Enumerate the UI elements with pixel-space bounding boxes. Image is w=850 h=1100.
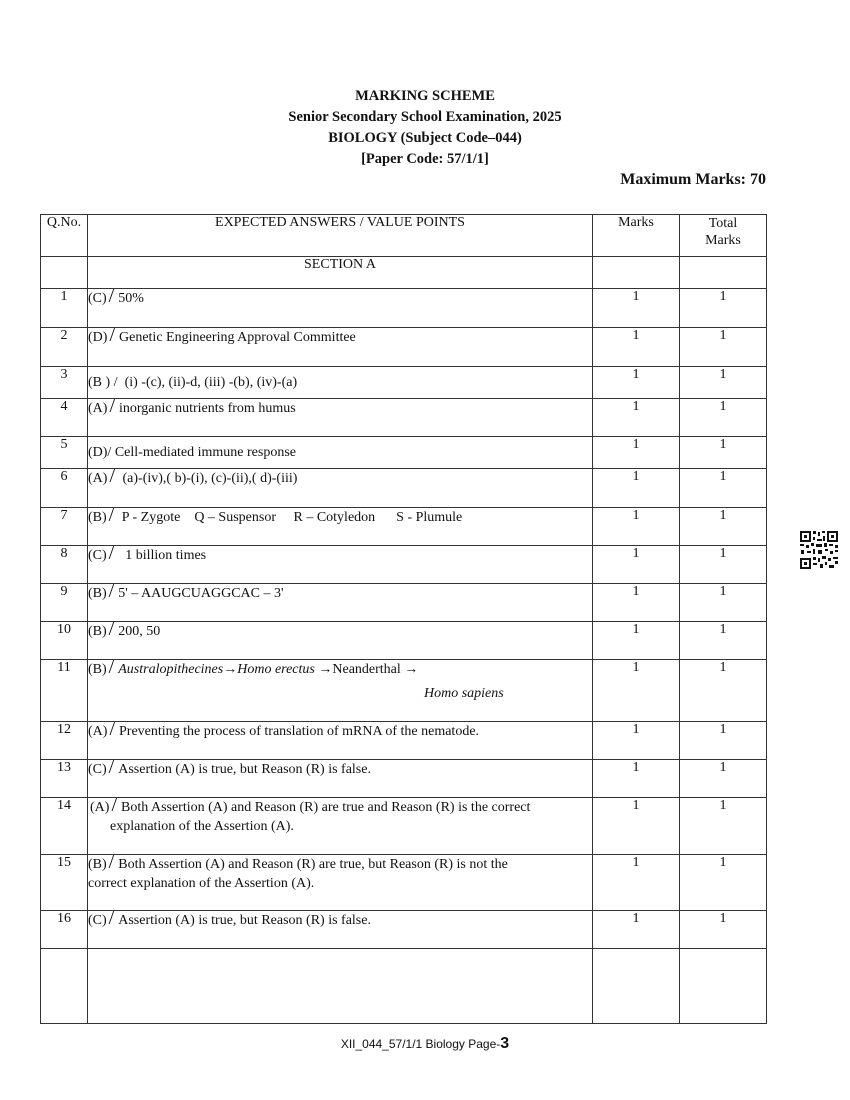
- answer-text: Assertion (A) is true, but Reason (R) is false.: [118, 913, 371, 928]
- answer-text: 1 billion times: [125, 548, 207, 563]
- answer-line: [88, 851, 592, 874]
- question-number: 6: [41, 469, 88, 508]
- question-number: 1: [41, 289, 88, 328]
- table-row: [41, 798, 767, 855]
- subject-name: BIOLOGY (Subject Code–044): [328, 130, 522, 146]
- answer-text-continued: correct explanation of the Assertion (A).: [88, 876, 315, 891]
- empty-cell: [88, 949, 593, 1024]
- total-marks-cell: 1: [680, 660, 767, 722]
- answer-cell: [88, 794, 593, 855]
- slash-separator: /: [108, 907, 115, 929]
- species-name: Homo sapiens: [424, 686, 504, 701]
- table-row: [41, 546, 767, 584]
- slash-separator: /: [109, 718, 115, 740]
- section-title: SECTION A: [88, 257, 593, 289]
- total-marks-cell: 1: [680, 760, 767, 798]
- answer-cell: [88, 718, 593, 760]
- maximum-marks: Maximum Marks: 70: [620, 171, 766, 188]
- answer-cell: [88, 324, 593, 367]
- col-answers-header: EXPECTED ANSWERS / VALUE POINTS: [88, 215, 593, 257]
- answer-cell: [88, 437, 593, 469]
- empty-cell: [41, 949, 88, 1024]
- marks-cell: 1: [593, 328, 680, 367]
- table-row: [41, 399, 767, 437]
- total-marks-cell: 1: [680, 399, 767, 437]
- total-marks-cell: 1: [680, 289, 767, 328]
- table-row: [41, 469, 767, 508]
- page-number: 3: [500, 1035, 510, 1052]
- answer-text: (a)-(iv),( b)-(i), (c)-(ii),( d)-(iii): [122, 471, 298, 486]
- table-row: [41, 289, 767, 328]
- answer-cell: [88, 367, 593, 399]
- answer-option: (A): [88, 471, 108, 486]
- answer-text: Both Assertion (A) and Reason (R) are true, but Reason (R) is not the: [118, 857, 508, 872]
- species-name: Homo erectus: [237, 662, 315, 677]
- question-number: 7: [41, 508, 88, 546]
- answer-cell: [88, 851, 593, 911]
- slash-separator: /: [108, 542, 115, 564]
- answer-option: (C): [88, 291, 107, 306]
- marks-cell: 1: [593, 437, 680, 469]
- answer-option: (A): [90, 800, 110, 815]
- answer-option: (C): [88, 913, 107, 928]
- slash-separator: /: [113, 375, 118, 390]
- marks-cell: 1: [593, 508, 680, 546]
- arrow-icon: →: [404, 662, 419, 677]
- answer-cell: [88, 656, 593, 722]
- section-empty-cell: [680, 257, 767, 289]
- empty-cell: [593, 949, 680, 1024]
- exam-name: Senior Secondary School Examination, 2025: [288, 109, 562, 125]
- question-number: 8: [41, 546, 88, 584]
- question-number: 11: [41, 660, 88, 722]
- marks-cell: 1: [593, 469, 680, 508]
- total-marks-cell: 1: [680, 469, 767, 508]
- total-marks-cell: 1: [680, 367, 767, 399]
- question-number: 12: [41, 722, 88, 760]
- answer-text: 200, 50: [118, 624, 161, 639]
- table-row: [41, 367, 767, 399]
- species-name: Neanderthal: [332, 662, 401, 677]
- answer-text: 5' – AAUGCUAGGCAC – 3': [118, 586, 284, 601]
- answer-option: (B): [88, 510, 107, 525]
- col-total-header: [680, 215, 767, 257]
- answer-text-continued: explanation of the Assertion (A).: [110, 819, 294, 834]
- answer-option: (D)/: [88, 445, 112, 460]
- slash-separator: /: [109, 395, 115, 417]
- marks-cell: 1: [593, 622, 680, 660]
- table-row: [41, 660, 767, 722]
- answer-option: (C): [88, 548, 107, 563]
- question-number: 9: [41, 584, 88, 622]
- answer-text: P - Zygote Q – Suspensor R – Cotyledon S - Plumule: [121, 510, 463, 525]
- slash-separator: /: [111, 794, 117, 816]
- question-number: 16: [41, 911, 88, 949]
- table-row: [41, 911, 767, 949]
- arrow-icon: →: [318, 662, 333, 677]
- answer-text: 50%: [118, 291, 144, 306]
- answer-option: (D): [88, 330, 108, 345]
- answer-cell: [88, 504, 593, 546]
- footer-label: XII_044_57/1/1 Biology Page-: [340, 1037, 501, 1051]
- slash-separator: /: [108, 580, 115, 602]
- total-marks-cell: 1: [680, 546, 767, 584]
- total-marks-cell: 1: [680, 798, 767, 855]
- total-marks-cell: 1: [680, 508, 767, 546]
- table-row: [41, 622, 767, 660]
- answer-option: (C): [88, 762, 107, 777]
- answer-option: (A): [88, 724, 108, 739]
- empty-cell: [680, 949, 767, 1024]
- col-total-header-line1: Total: [708, 216, 738, 231]
- answer-cell: [88, 465, 593, 508]
- answer-cell: [88, 285, 593, 328]
- marks-cell: 1: [593, 760, 680, 798]
- answer-option: (B ): [88, 375, 111, 390]
- answer-text: Cell-mediated immune response: [114, 445, 297, 460]
- total-marks-cell: 1: [680, 722, 767, 760]
- question-number: 15: [41, 855, 88, 911]
- answer-cell: [88, 580, 593, 622]
- slash-separator: /: [109, 465, 115, 487]
- question-number: 5: [41, 437, 88, 469]
- total-marks-cell: 1: [680, 584, 767, 622]
- page-title: MARKING SCHEME: [355, 88, 495, 104]
- answer-cell: [88, 542, 593, 584]
- total-marks-cell: 1: [680, 911, 767, 949]
- slash-separator: /: [109, 324, 115, 346]
- answer-option: (A): [88, 401, 108, 416]
- section-empty-cell: [41, 257, 88, 289]
- answer-text: Both Assertion (A) and Reason (R) are true and Reason (R) is the correct: [121, 800, 531, 815]
- table-row: [41, 328, 767, 367]
- total-marks-cell: 1: [680, 328, 767, 367]
- marks-cell: 1: [593, 399, 680, 437]
- answer-text: Preventing the process of translation of mRNA of the nematode.: [119, 724, 480, 739]
- empty-row: [41, 949, 767, 1024]
- answer-cell: [88, 756, 593, 798]
- total-marks-cell: 1: [680, 855, 767, 911]
- col-qno-header: Q.No.: [41, 215, 88, 257]
- table-row: [41, 508, 767, 546]
- slash-separator: /: [108, 618, 115, 640]
- total-marks-cell: 1: [680, 622, 767, 660]
- marks-cell: 1: [593, 546, 680, 584]
- marks-cell: 1: [593, 289, 680, 328]
- slash-separator: /: [108, 504, 115, 526]
- total-marks-cell: 1: [680, 437, 767, 469]
- slash-separator: /: [108, 285, 115, 307]
- marks-cell: 1: [593, 584, 680, 622]
- table-row: [41, 584, 767, 622]
- table-row: [41, 855, 767, 911]
- answer-text: inorganic nutrients from humus: [119, 401, 296, 416]
- col-total-header-line2: Marks: [705, 233, 741, 248]
- slash-separator: /: [108, 851, 115, 873]
- table-header-row: [41, 215, 767, 257]
- marks-cell: 1: [593, 367, 680, 399]
- marking-table: [40, 214, 767, 1024]
- table-row: [41, 722, 767, 760]
- document-header: [0, 86, 850, 170]
- question-number: 13: [41, 760, 88, 798]
- answer-text: (i) -(c), (ii)-d, (iii) -(b), (iv)-(a): [124, 375, 298, 390]
- arrow-icon: →: [223, 662, 238, 677]
- section-empty-cell: [593, 257, 680, 289]
- table-row: [41, 760, 767, 798]
- marks-cell: 1: [593, 911, 680, 949]
- paper-code: [Paper Code: 57/1/1]: [361, 151, 489, 167]
- question-number: 3: [41, 367, 88, 399]
- table-row: [41, 437, 767, 469]
- col-marks-header: Marks: [593, 215, 680, 257]
- marks-cell: 1: [593, 722, 680, 760]
- answer-cell: [88, 907, 593, 949]
- marks-cell: 1: [593, 660, 680, 722]
- answer-line: [88, 656, 592, 679]
- question-number: 14: [41, 798, 88, 855]
- answer-option: (B): [88, 586, 107, 601]
- answer-option: (B): [88, 662, 107, 677]
- species-name: Australopithecines: [118, 662, 224, 677]
- marks-cell: 1: [593, 855, 680, 911]
- answer-text: Genetic Engineering Approval Committee: [119, 330, 356, 345]
- answer-line: [90, 794, 592, 817]
- marks-cell: 1: [593, 798, 680, 855]
- answer-option: (B): [88, 857, 107, 872]
- answer-cell: [88, 395, 593, 437]
- question-number: 2: [41, 328, 88, 367]
- question-number: 4: [41, 399, 88, 437]
- answer-text: Assertion (A) is true, but Reason (R) is false.: [118, 762, 371, 777]
- qr-code-icon: [799, 530, 839, 570]
- answer-cell: [88, 618, 593, 660]
- slash-separator: /: [108, 756, 115, 778]
- slash-separator: /: [108, 656, 115, 678]
- page-footer: [0, 1035, 850, 1053]
- question-number: 10: [41, 622, 88, 660]
- section-row: [41, 257, 767, 289]
- answer-option: (B): [88, 624, 107, 639]
